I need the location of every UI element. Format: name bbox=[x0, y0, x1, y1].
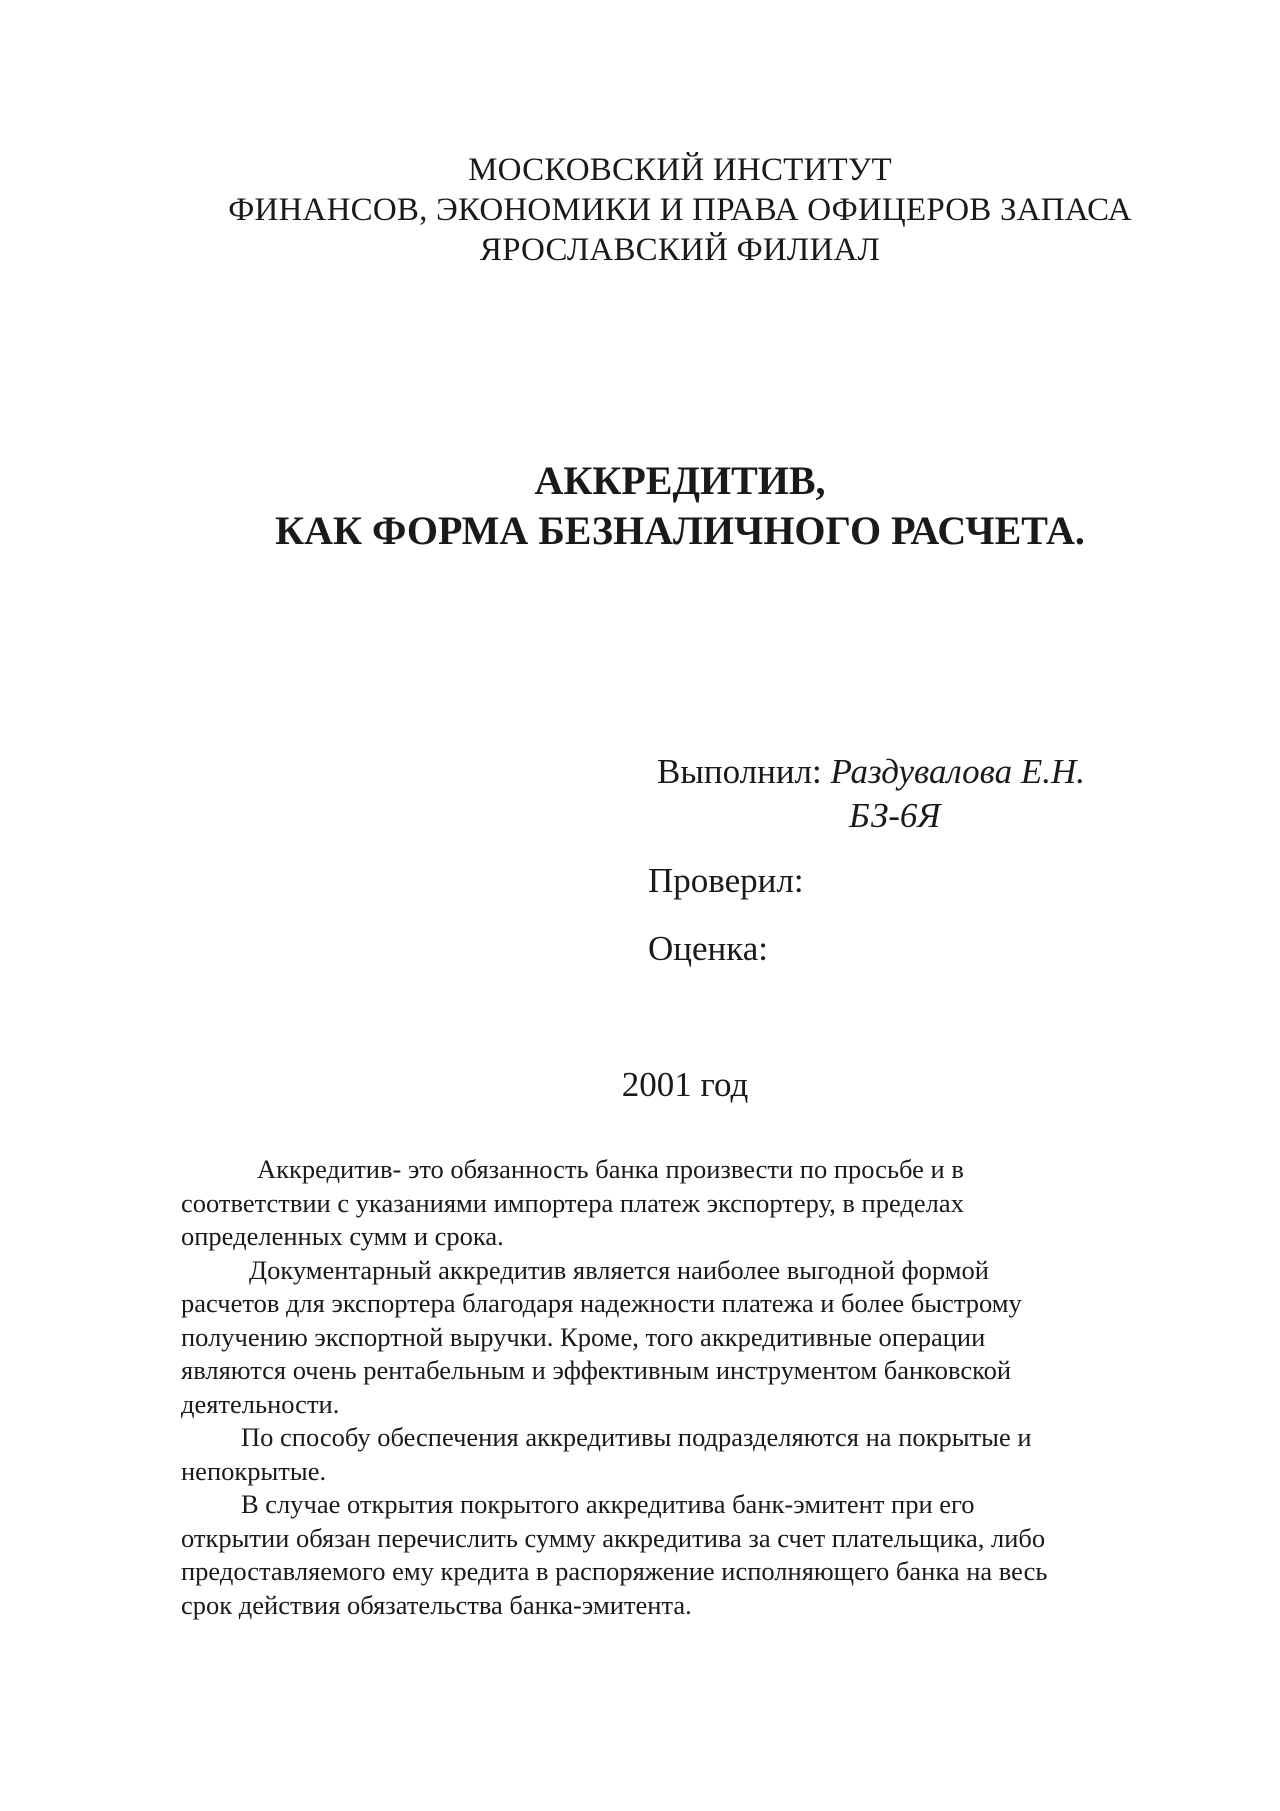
text-line: Аккредитив- это обязанность банка произвести по просьбе и в bbox=[257, 1154, 964, 1184]
performed-label: Выполнил: bbox=[657, 752, 822, 791]
paragraph-3 bbox=[181, 1421, 1171, 1488]
text-line: являются очень рентабельным и эффективным инструментом банковской bbox=[181, 1355, 1012, 1385]
paragraph-1 bbox=[181, 1153, 1171, 1254]
text-line: В случае открытия покрытого аккредитива банк-эмитент при его bbox=[241, 1489, 975, 1519]
text-line: Документарный аккредитив является наиболее выгодной формой bbox=[249, 1254, 989, 1285]
document-year: 2001 год bbox=[621, 1065, 749, 1104]
text-line: предоставляемого ему кредита в распоряжение исполняющего банка на весь bbox=[181, 1556, 1048, 1586]
text-line: По способу обеспечения аккредитивы подразделяются на покрытые и bbox=[241, 1422, 1032, 1452]
author-name: Раздувалова Е.Н. bbox=[830, 752, 1086, 791]
institute-name: МОСКОВСКИЙ ИНСТИТУТ bbox=[468, 152, 892, 188]
institute-header bbox=[130, 150, 1230, 270]
student-group: БЗ-6Я bbox=[849, 796, 941, 835]
checked-by-label: Проверил: bbox=[648, 861, 804, 900]
title-line-2: КАК ФОРМА БЕЗНАЛИЧНОГО РАСЧЕТА. bbox=[275, 508, 1085, 553]
text-line: соответствии с указаниями импортера платеж экспортеру, в пределах bbox=[181, 1187, 964, 1218]
title-line-1: АККРЕДИТИВ, bbox=[534, 458, 826, 503]
paragraph-4 bbox=[181, 1488, 1171, 1622]
document-title bbox=[120, 456, 1240, 556]
institute-subtitle: ФИНАНСОВ, ЭКОНОМИКИ И ПРАВА ОФИЦЕРОВ ЗАПАСА bbox=[228, 192, 1132, 228]
text-line: открытии обязан перечислить сумму аккредитива за счет плательщика, либо bbox=[181, 1522, 1046, 1553]
text-line: определенных сумм и срока. bbox=[181, 1221, 504, 1251]
performed-by-field bbox=[657, 750, 1085, 794]
text-line: деятельности. bbox=[181, 1388, 340, 1419]
text-line: непокрытые. bbox=[181, 1455, 327, 1486]
text-line: расчетов для экспортера благодаря надежности платежа и более быстрому bbox=[181, 1288, 1022, 1318]
text-line: получению экспортной выручки. Кроме, того аккредитивные операции bbox=[181, 1321, 986, 1352]
grade-label: Оценка: bbox=[648, 929, 769, 968]
branch-name: ЯРОСЛАВСКИЙ ФИЛИАЛ bbox=[479, 232, 881, 268]
body-text bbox=[181, 1153, 1171, 1622]
text-line: срок действия обязательства банка-эмитента. bbox=[181, 1589, 692, 1620]
paragraph-2 bbox=[181, 1254, 1171, 1422]
